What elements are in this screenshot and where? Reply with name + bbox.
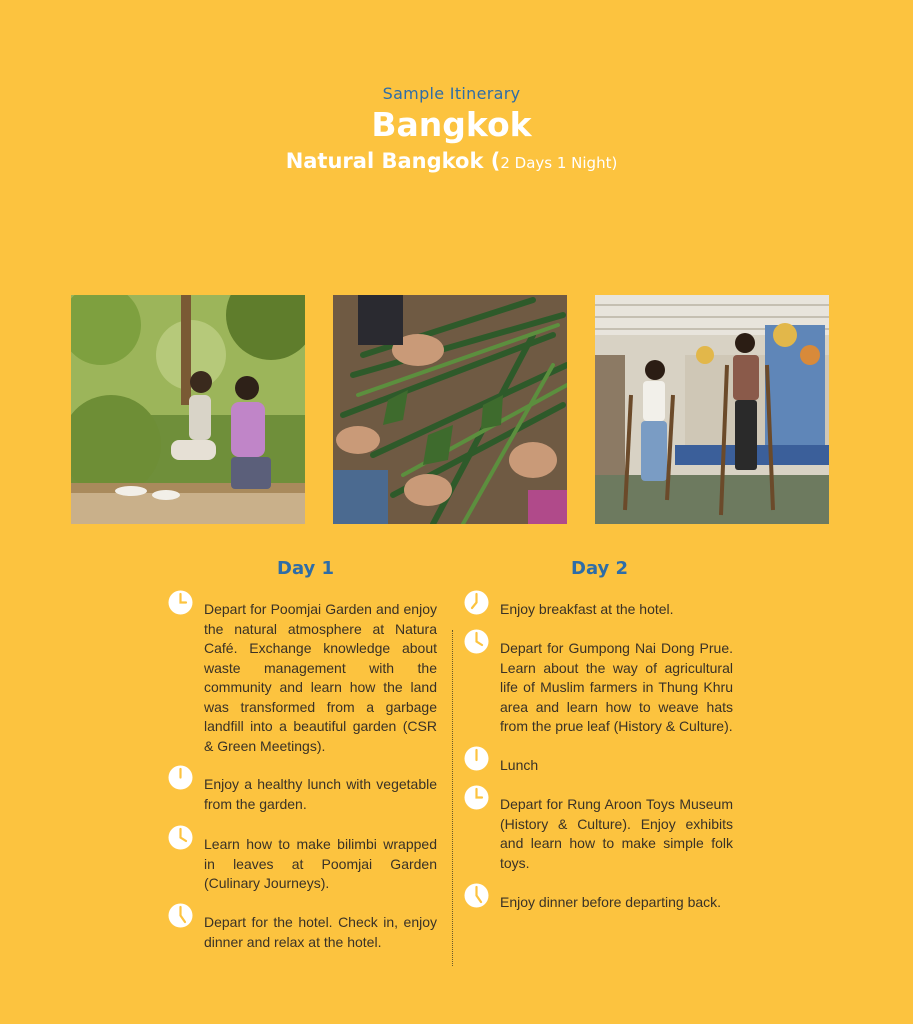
day-1-title: Day 1 — [277, 558, 335, 579]
toys-museum-photo — [595, 295, 829, 524]
clock-icon — [464, 746, 489, 771]
list-item — [204, 600, 437, 756]
list-item — [500, 795, 733, 873]
garden-photo — [71, 295, 305, 524]
clock-icon — [464, 629, 489, 654]
clock-icon — [464, 785, 489, 810]
item-text: Lunch — [500, 757, 539, 773]
list-item — [500, 600, 733, 620]
clock-icon — [464, 590, 489, 615]
day-2-title: Day 2 — [571, 558, 629, 579]
list-item — [500, 639, 733, 737]
clock-icon — [464, 883, 489, 908]
item-text: Depart for Poomjai Garden and enjoy the natural atmosphere at Natura Café. Exchange knowledge about waste management with the community and learn how the land was transformed from a garbage landfill into a beautiful garden (CSR & Green Meetings). — [204, 601, 437, 754]
item-text: Enjoy dinner before departing back. — [500, 894, 722, 910]
item-text: Enjoy a healthy lunch with vegetable from the garden. — [204, 776, 437, 812]
page-subtitle — [0, 147, 903, 177]
list-item — [500, 893, 733, 913]
clock-icon — [168, 590, 193, 615]
subtitle-main: Natural Bangkok ( — [285, 149, 501, 173]
list-item — [204, 913, 437, 952]
leaf-weaving-photo — [333, 295, 567, 524]
header — [0, 84, 903, 177]
item-text: Enjoy breakfast at the hotel. — [500, 601, 674, 617]
list-item — [204, 835, 437, 894]
item-text: Depart for Rung Aroon Toys Museum (History & Culture). Enjoy exhibits and learn how to make simple folk toys. — [500, 796, 733, 871]
subtitle-duration: 2 Days 1 Night) — [500, 154, 618, 172]
clock-icon — [168, 765, 193, 790]
page-title: Bangkok — [371, 105, 532, 144]
clock-icon — [168, 825, 193, 850]
eyebrow-label: Sample Itinerary — [382, 84, 521, 103]
list-item — [500, 756, 733, 776]
column-divider — [452, 630, 453, 966]
item-text: Learn how to make bilimbi wrapped in leaves at Poomjai Garden (Culinary Journeys). — [204, 836, 437, 891]
item-text: Depart for Gumpong Nai Dong Prue. Learn about the way of agricultural life of Muslim farmers in Thung Khru area and learn how to weave hats from the prue leaf (History & Culture). — [500, 640, 733, 734]
clock-icon — [168, 903, 193, 928]
item-text: Depart for the hotel. Check in, enjoy dinner and relax at the hotel. — [204, 914, 437, 950]
list-item — [204, 775, 437, 814]
